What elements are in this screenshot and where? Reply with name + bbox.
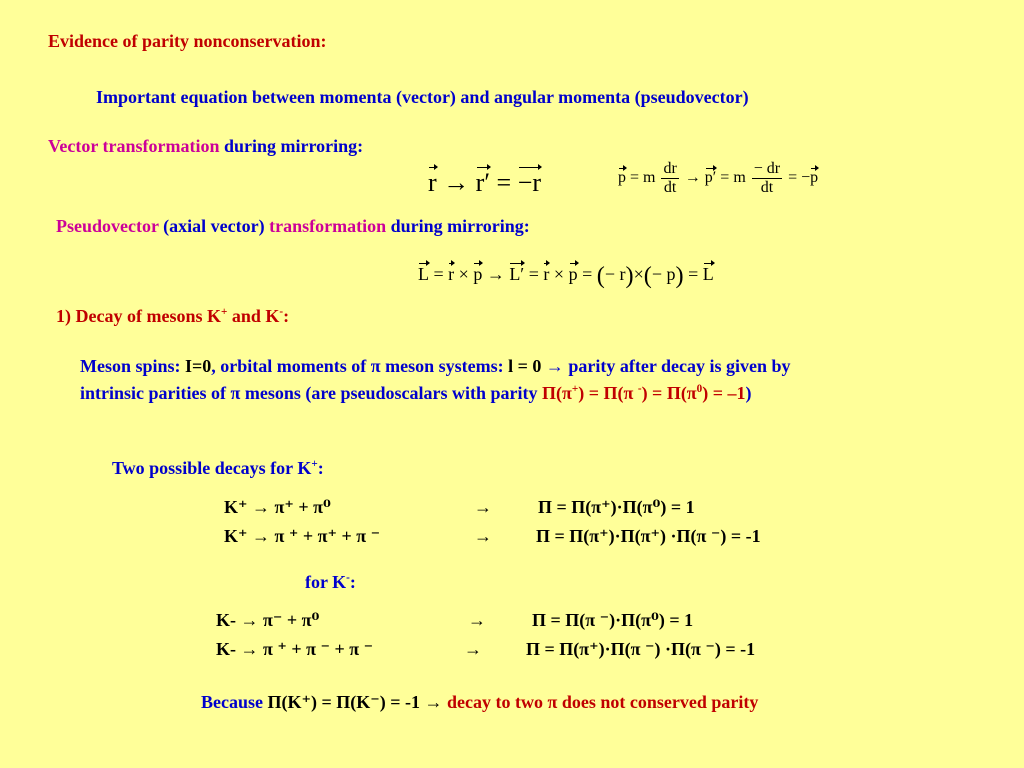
pion-parity-b: ) = Π(π [578,383,638,403]
kminus-sup: - [346,572,350,584]
arrow: → [474,526,492,546]
pion-parity-c: ) = Π(π [641,383,697,403]
equals-minus: = − [784,169,811,187]
reaction: K⁺ → π⁺ + π⁰ [224,497,331,517]
pion-parity-equation [542,383,746,403]
decay-heading-text: 1) Decay of mesons K [56,306,221,326]
kminus-decay-row-1 [216,610,693,631]
two-decays-sup: + [311,458,318,470]
kplus-decay-row-2 [224,526,761,547]
parity: Π = Π(π ⁻)·Π(π⁰) = 1 [532,610,694,630]
fraction-minus-dr-dt [752,160,782,197]
left-paren-2: ( [643,262,652,289]
plus-sup: + [220,306,228,318]
equals-4: = [683,264,703,284]
right-paren-1: ) [625,262,634,289]
because-word: Because [201,692,268,712]
denominator-2: dt [760,179,774,196]
kplus-decay-row-1 [224,497,695,518]
minus-p: − p [651,264,676,284]
two-decays-heading [112,458,324,479]
meson-paragraph [80,353,791,407]
vector-heading-rest: during mirroring: [219,136,364,156]
p-vector-2: p [810,169,819,187]
pion-parity-a: Π(π [542,383,572,403]
intrinsic-parities-text: intrinsic parities of π mesons (are pseudoscalars with parity [80,383,543,403]
cross-2: × [549,264,569,284]
two-decays-colon: : [317,458,324,478]
decay-heading [56,306,289,327]
meson-spins-label: Meson spins: [80,356,186,376]
minus-sup: - [279,306,284,318]
right-paren-2: ) [675,262,684,289]
equals: = [496,168,512,197]
two-decays-text: Two possible decays for K [112,458,312,478]
cross-3: × [633,264,644,284]
l-value: l = 0 [508,356,542,376]
reaction: K- → π ⁺ + π ⁻ + π ⁻ [216,639,374,659]
pion-parity-sup-1: + [571,383,579,395]
minus-r: − r [604,264,626,284]
p-vector: p [618,169,626,187]
reaction: K⁺ → π ⁺ + π⁺ + π ⁻ [224,526,381,546]
reaction: K- → π⁻ + π⁰ [216,610,320,630]
r-prime-vector: r′ [475,168,491,197]
pseudovector-term: Pseudovector [56,216,159,236]
vector-heading [48,136,363,157]
denominator: dt [663,179,677,196]
kminus-text: for K [305,572,347,592]
L-prime-vector: L′ [509,264,525,284]
vector-mirror-equation [428,168,541,198]
decay-heading-and: and K [227,306,280,326]
p-prime-vector: p′ [704,169,717,187]
r-vector-3: r [543,264,550,284]
axial-vector-note: (axial vector) [158,216,270,236]
kminus-heading [305,572,356,593]
meson-paragraph-line-2 [80,380,791,407]
r-vector-2: r [448,264,455,284]
slide-title: Evidence of parity nonconservation: [48,31,327,51]
parity: Π = Π(π⁺)·Π(π⁰) = 1 [538,497,695,517]
r-vector: r [428,168,437,197]
arrow: → [482,264,510,284]
L-vector-2: L [702,264,714,284]
pseudovector-heading-rest: during mirroring: [386,216,530,236]
L-vector: L [418,264,429,284]
momentum-mirror-equation [618,160,818,197]
angular-momentum-mirror-equation [418,262,714,290]
arrow: → [443,168,470,197]
conclusion [201,692,758,713]
parity-after-decay-text: → parity after decay is given by [541,356,791,376]
fraction-dr-dt [661,160,678,197]
kaon-parity-equation: Π(K⁺) = Π(K⁻) = -1 → [267,692,447,712]
pion-parity-sup-2: - [637,383,642,395]
arrow: → [464,639,482,659]
p-vector-4: p [568,264,578,284]
p-vector-3: p [473,264,483,284]
vector-heading-term: Vector transformation [48,136,220,156]
equals-3: = [577,264,597,284]
kminus-colon: : [349,572,356,592]
conclusion-result: decay to two π does not conserved parity [447,692,759,712]
equals-1: = [429,264,449,284]
pion-parity-sup-3: 0 [696,383,703,395]
arrow: → [680,169,705,187]
transformation-term: transformation [269,216,387,236]
decay-heading-colon: : [283,306,290,326]
closing-paren: ) [745,383,752,403]
pseudovector-heading [56,216,530,237]
parity: Π = Π(π⁺)·Π(π⁺) ·Π(π ⁻) = -1 [536,526,761,546]
equals-m: = m [626,169,656,187]
isospin-value: I=0 [185,356,212,376]
important-note: Important equation between momenta (vector) and angular momenta (pseudovector) [96,87,749,107]
orbital-moments-text: , orbital moments of π meson systems: [211,356,509,376]
pion-parity-d: ) = –1 [702,383,746,403]
minus-r-vector: −r [517,168,542,197]
equals-2: = [524,264,544,284]
meson-paragraph-line-1 [80,353,791,380]
equals-m-2: = m [716,169,746,187]
cross-1: × [454,264,474,284]
numerator: dr [663,160,677,177]
arrow: → [468,610,486,630]
numerator-2: − dr [753,160,781,177]
kminus-decay-row-2 [216,639,755,660]
parity: Π = Π(π⁺)·Π(π ⁻) ·Π(π ⁻) = -1 [526,639,756,659]
left-paren-1: ( [596,262,605,289]
arrow: → [474,497,492,517]
